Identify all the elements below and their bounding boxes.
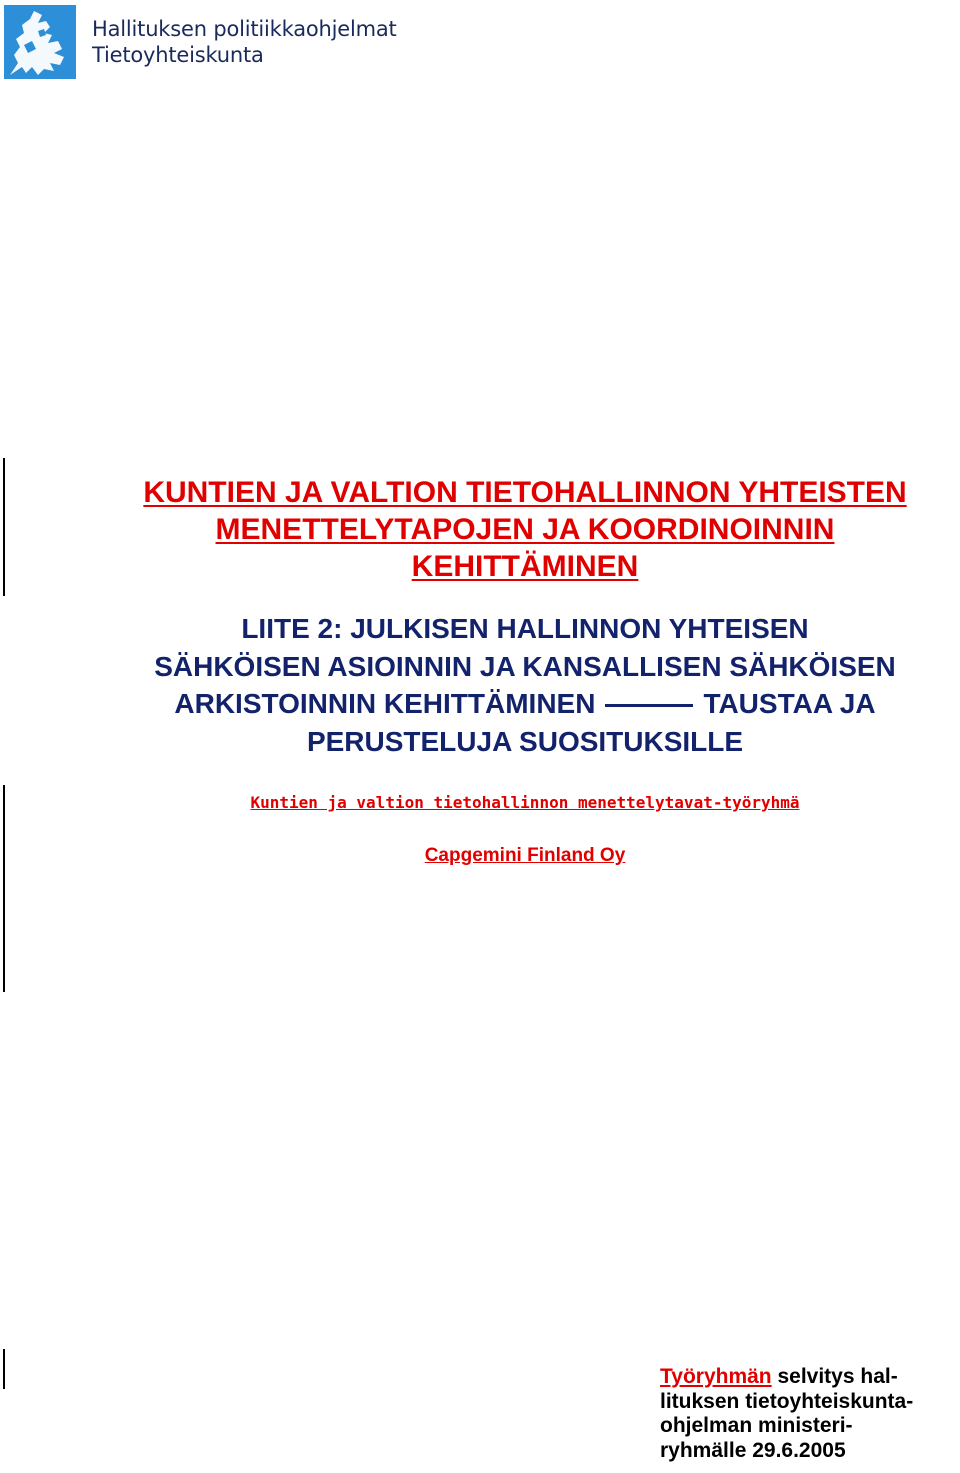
- report-line-3: ohjelman ministeri-: [660, 1414, 853, 1437]
- margin-bar-report: [3, 1349, 5, 1389]
- report-line-1-rest: selvitys hal-: [771, 1365, 898, 1388]
- workgroup-name: Kuntien ja valtion tietohallinnon menettelytavat-työryhmä: [250, 793, 800, 812]
- finnish-lion-emblem-icon: [4, 5, 76, 79]
- document-subtitle: [90, 610, 960, 760]
- title-line-2: MENETTELYTAPOJEN JA KOORDINOINNIN: [215, 513, 835, 546]
- company-name: Capgemini Finland Oy: [424, 845, 626, 866]
- subtitle-line-3-b: TAUSTAA JA: [703, 688, 876, 719]
- document-title: [90, 474, 960, 585]
- report-note: [660, 1365, 960, 1463]
- title-line-1: KUNTIEN JA VALTION TIETOHALLINNON YHTEISTEN: [143, 476, 907, 509]
- margin-bar-title: [3, 458, 5, 596]
- subtitle-line-2: SÄHKÖISEN ASIOINNIN JA KANSALLISEN SÄHKÖISEN: [154, 650, 896, 682]
- government-logo: [4, 5, 76, 79]
- subtitle-line-3: [90, 685, 960, 723]
- report-highlight: Työryhmän: [660, 1365, 772, 1388]
- margin-bar-workgroup: [3, 785, 5, 992]
- subtitle-line-3-a: ARKISTOINNIN KEHITTÄMINEN: [174, 688, 596, 719]
- report-line-2: lituksen tietoyhteiskunta-: [660, 1389, 914, 1413]
- title-line-3: KEHITTÄMINEN: [411, 550, 639, 583]
- org-line-1: Hallituksen politiikkaohjelmat: [92, 17, 397, 41]
- subtitle-line-1: LIITE 2: JULKISEN HALLINNON YHTEISEN: [241, 613, 809, 644]
- report-line-4: ryhmälle 29.6.2005: [660, 1438, 846, 1462]
- organization-name: [92, 16, 397, 68]
- org-line-2: Tietoyhteiskunta: [92, 43, 264, 67]
- report-line-1: [660, 1365, 960, 1390]
- subtitle-line-4: PERUSTELUJA SUOSITUKSILLE: [306, 725, 744, 757]
- em-dash: [605, 704, 693, 707]
